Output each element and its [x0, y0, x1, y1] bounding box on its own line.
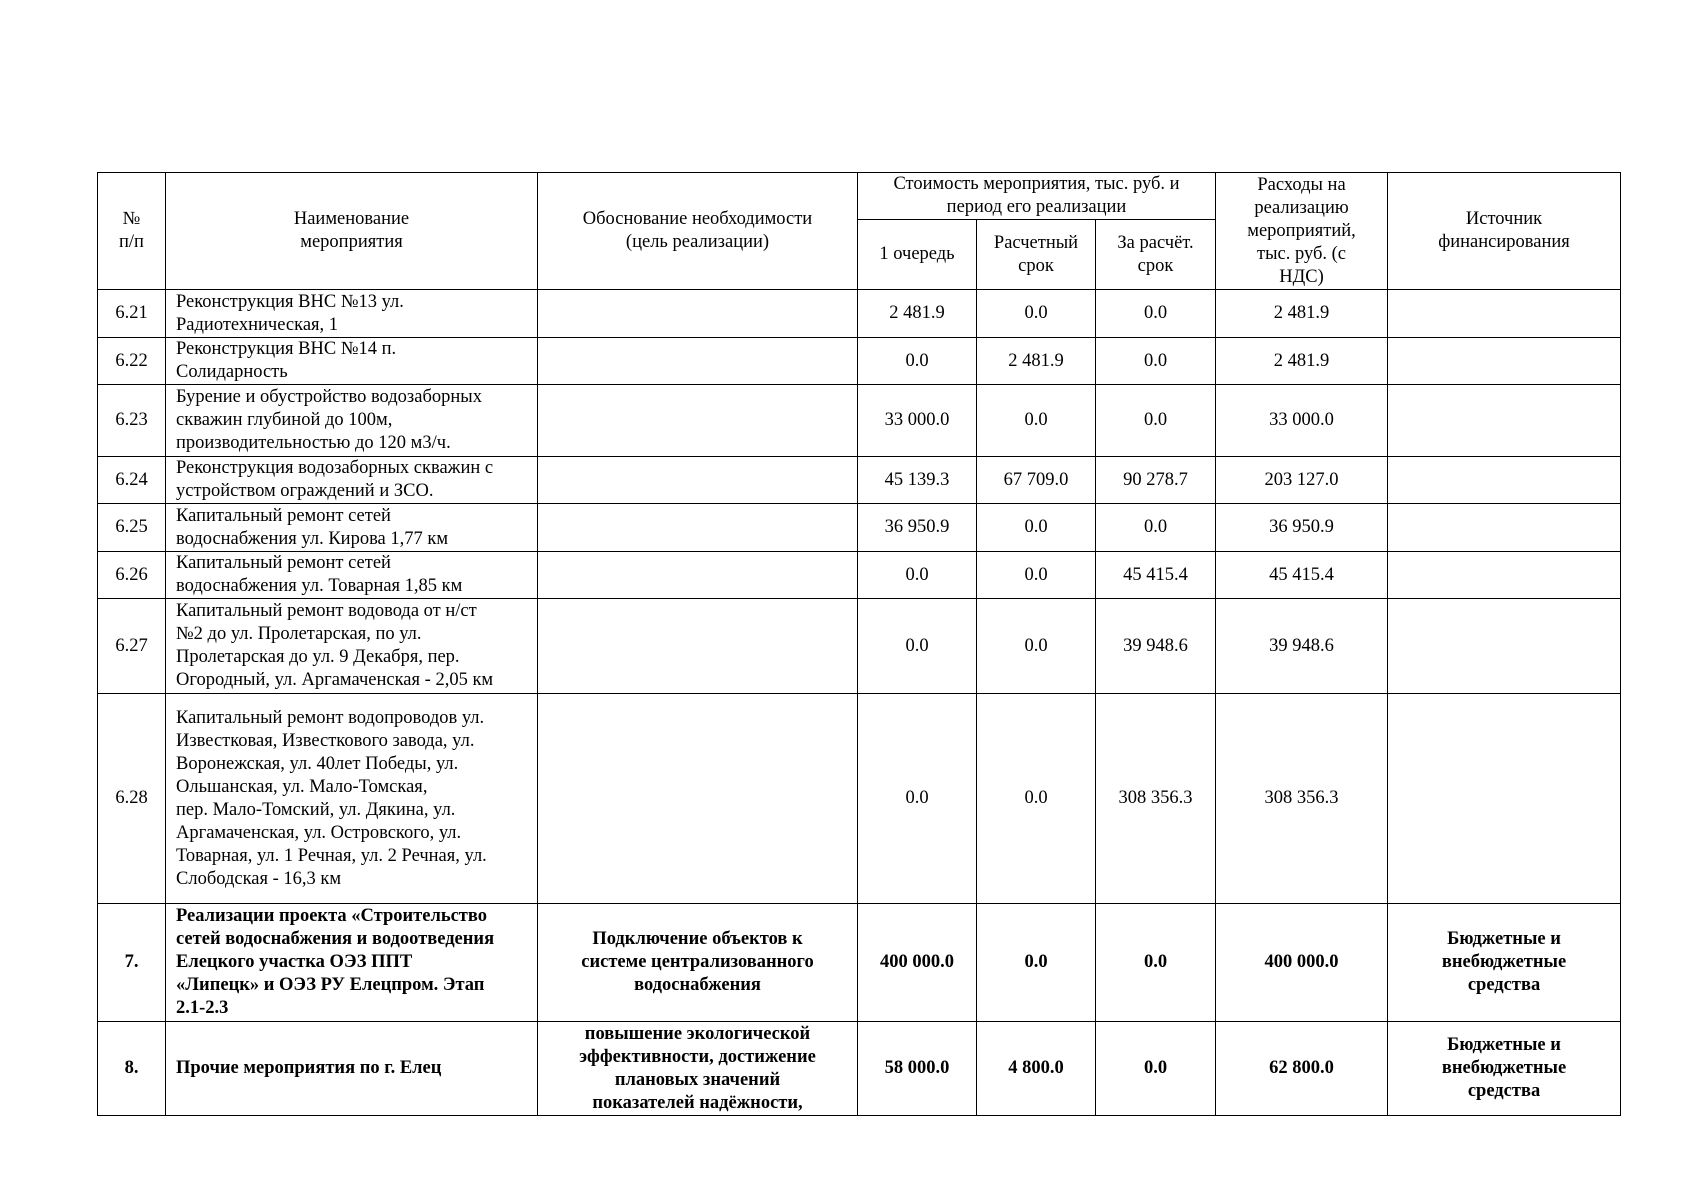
- row-justification-cell: [538, 457, 858, 504]
- row-stage1-cell: 33 000.0: [858, 385, 977, 457]
- row-beyond-cell: 45 415.4: [1096, 552, 1216, 599]
- row-num-cell: 6.27: [98, 599, 166, 694]
- row-justification-cell: [538, 552, 858, 599]
- row-calc-cell: 0.0: [977, 552, 1096, 599]
- row-stage1-cell: 0.0: [858, 338, 977, 385]
- row-source-cell: [1388, 457, 1621, 504]
- row-total-cell: 2 481.9: [1216, 290, 1388, 338]
- table-row: [98, 457, 1621, 504]
- row-source-cell: [1388, 552, 1621, 599]
- row-name-cell: Реализации проекта «Строительство сетей водоснабжения и водоотведения Елецкого участка ОЭЗ ППТ «Липецк» и ОЭЗ РУ Елецпром. Этап 2.1-2.3: [166, 904, 538, 1022]
- row-num-cell: 6.28: [98, 694, 166, 904]
- row-total-cell: 2 481.9: [1216, 338, 1388, 385]
- table-row: [98, 1022, 1621, 1116]
- row-total-cell: 36 950.9: [1216, 504, 1388, 552]
- header-source: Источник финансирования: [1388, 173, 1621, 290]
- row-calc-cell: 2 481.9: [977, 338, 1096, 385]
- row-name-cell: Прочие мероприятия по г. Елец: [166, 1022, 538, 1116]
- row-justification-cell: [538, 385, 858, 457]
- row-stage1-cell: 45 139.3: [858, 457, 977, 504]
- row-num-cell: 6.26: [98, 552, 166, 599]
- row-stage1-cell: 0.0: [858, 694, 977, 904]
- row-source-cell: [1388, 504, 1621, 552]
- header-beyond-period: За расчёт. срок: [1096, 220, 1216, 290]
- row-name-cell: Реконструкция водозаборных скважин с устройством ограждений и ЗСО.: [166, 457, 538, 504]
- row-source-cell: Бюджетные и внебюджетные средства: [1388, 1022, 1621, 1116]
- row-stage1-cell: 36 950.9: [858, 504, 977, 552]
- header-cost-group: Стоимость мероприятия, тыс. руб. и период его реализации: [858, 173, 1216, 220]
- header-expenses: Расходы на реализацию мероприятий, тыс. руб. (с НДС): [1216, 173, 1388, 290]
- row-num-cell: 6.21: [98, 290, 166, 338]
- row-name-cell: Капитальный ремонт сетей водоснабжения ул. Кирова 1,77 км: [166, 504, 538, 552]
- row-justification-cell: [538, 599, 858, 694]
- table-row: [98, 338, 1621, 385]
- row-stage1-cell: 58 000.0: [858, 1022, 977, 1116]
- row-stage1-cell: 0.0: [858, 552, 977, 599]
- row-stage1-cell: 400 000.0: [858, 904, 977, 1022]
- row-beyond-cell: 308 356.3: [1096, 694, 1216, 904]
- row-beyond-cell: 0.0: [1096, 338, 1216, 385]
- row-beyond-cell: 0.0: [1096, 504, 1216, 552]
- header-num: № п/п: [98, 173, 166, 290]
- row-stage1-cell: 0.0: [858, 599, 977, 694]
- table-row: [98, 599, 1621, 694]
- row-name-cell: Бурение и обустройство водозаборных скважин глубиной до 100м, производительностью до 120 м3/ч.: [166, 385, 538, 457]
- row-name-cell: Реконструкция ВНС №13 ул. Радиотехническая, 1: [166, 290, 538, 338]
- table-row: [98, 552, 1621, 599]
- row-beyond-cell: 0.0: [1096, 385, 1216, 457]
- row-calc-cell: 0.0: [977, 504, 1096, 552]
- row-name-cell: Реконструкция ВНС №14 п. Солидарность: [166, 338, 538, 385]
- row-total-cell: 33 000.0: [1216, 385, 1388, 457]
- row-calc-cell: 0.0: [977, 904, 1096, 1022]
- row-calc-cell: 0.0: [977, 599, 1096, 694]
- row-justification-cell: [538, 694, 858, 904]
- header-stage1: 1 очередь: [858, 220, 977, 290]
- row-calc-cell: 0.0: [977, 290, 1096, 338]
- row-justification-cell: [538, 338, 858, 385]
- table-row: [98, 904, 1621, 1022]
- row-source-cell: [1388, 599, 1621, 694]
- table-row: [98, 504, 1621, 552]
- row-source-cell: [1388, 290, 1621, 338]
- row-total-cell: 62 800.0: [1216, 1022, 1388, 1116]
- row-justification-cell: Подключение объектов к системе централизованного водоснабжения: [538, 904, 858, 1022]
- row-total-cell: 39 948.6: [1216, 599, 1388, 694]
- row-source-cell: Бюджетные и внебюджетные средства: [1388, 904, 1621, 1022]
- header-justification: Обоснование необходимости (цель реализации): [538, 173, 858, 290]
- row-justification-cell: [538, 504, 858, 552]
- row-num-cell: 7.: [98, 904, 166, 1022]
- row-name-cell: Капитальный ремонт сетей водоснабжения ул. Товарная 1,85 км: [166, 552, 538, 599]
- table-row: [98, 385, 1621, 457]
- row-total-cell: 203 127.0: [1216, 457, 1388, 504]
- row-source-cell: [1388, 694, 1621, 904]
- row-num-cell: 6.22: [98, 338, 166, 385]
- row-source-cell: [1388, 385, 1621, 457]
- row-name-cell: Капитальный ремонт водопроводов ул. Известковая, Известкового завода, ул. Воронежская, ул. 40лет Победы, ул. Ольшанская, ул. Мало-Томская, пер. Мало-Томский, ул. Дякина, ул. Аргамаченская, ул. Островского, ул. Товарная, ул. 1 Речная, ул. 2 Речная, ул. Слободская - 16,3 км: [166, 694, 538, 904]
- row-name-cell: Капитальный ремонт водовода от н/ст №2 до ул. Пролетарская, по ул. Пролетарская до ул. 9 Декабря, пер. Огородный, ул. Аргамаченская - 2,05 км: [166, 599, 538, 694]
- measures-table: [97, 172, 1621, 1116]
- row-num-cell: 6.24: [98, 457, 166, 504]
- row-calc-cell: 0.0: [977, 694, 1096, 904]
- row-num-cell: 6.23: [98, 385, 166, 457]
- table-row: [98, 290, 1621, 338]
- row-beyond-cell: 39 948.6: [1096, 599, 1216, 694]
- row-total-cell: 45 415.4: [1216, 552, 1388, 599]
- row-num-cell: 6.25: [98, 504, 166, 552]
- row-beyond-cell: 0.0: [1096, 290, 1216, 338]
- row-source-cell: [1388, 338, 1621, 385]
- row-num-cell: 8.: [98, 1022, 166, 1116]
- header-name: Наименование мероприятия: [166, 173, 538, 290]
- row-calc-cell: 4 800.0: [977, 1022, 1096, 1116]
- row-stage1-cell: 2 481.9: [858, 290, 977, 338]
- table-row: [98, 694, 1621, 904]
- header-calc-period: Расчетный срок: [977, 220, 1096, 290]
- row-calc-cell: 67 709.0: [977, 457, 1096, 504]
- row-calc-cell: 0.0: [977, 385, 1096, 457]
- row-justification-cell: [538, 290, 858, 338]
- row-total-cell: 400 000.0: [1216, 904, 1388, 1022]
- row-total-cell: 308 356.3: [1216, 694, 1388, 904]
- table-body: [98, 290, 1621, 1116]
- row-beyond-cell: 0.0: [1096, 1022, 1216, 1116]
- row-beyond-cell: 0.0: [1096, 904, 1216, 1022]
- row-justification-cell: повышение экологической эффективности, достижение плановых значений показателей надёжности,: [538, 1022, 858, 1116]
- row-beyond-cell: 90 278.7: [1096, 457, 1216, 504]
